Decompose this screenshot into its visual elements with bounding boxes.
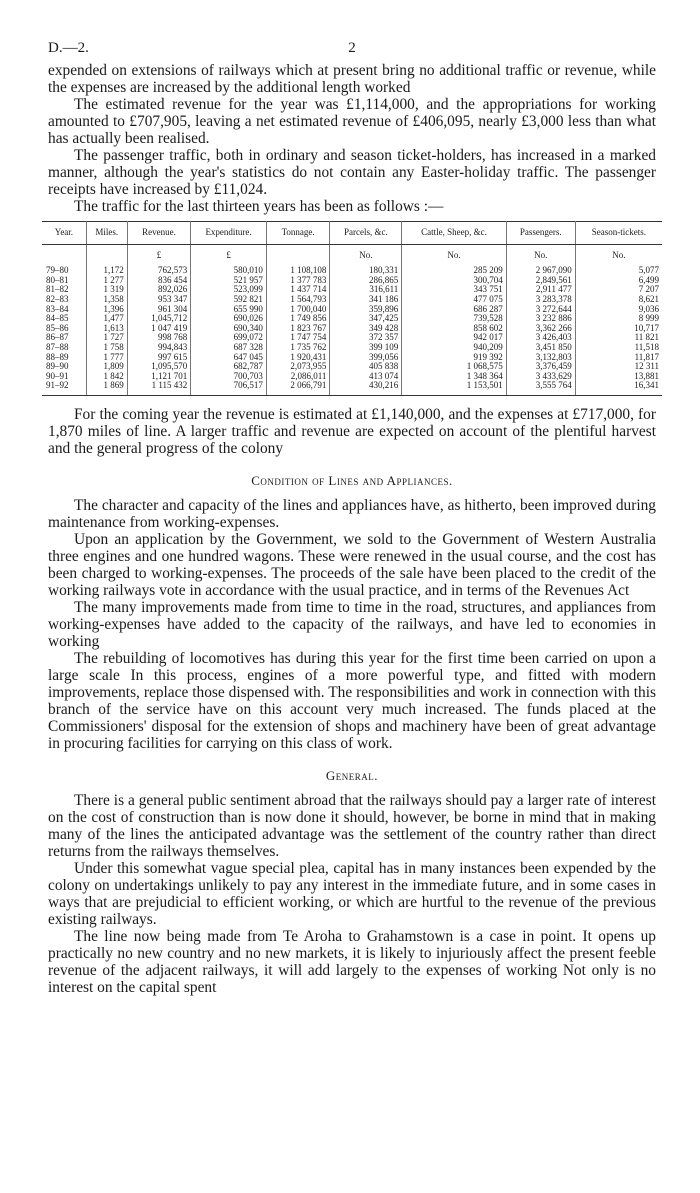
cell-miles: 1,172 (86, 266, 127, 276)
cell-year: 90–91 (42, 372, 86, 382)
cell-miles: 1 869 (86, 381, 127, 395)
unit-cell: No. (612, 249, 626, 260)
cell-parcels: 349 428 (330, 324, 402, 334)
cell-parcels: 286,865 (330, 276, 402, 286)
cell-cattle-sheep: 940,209 (402, 343, 506, 353)
cell-year: 87–88 (42, 343, 86, 353)
cell-cattle-sheep: 285 209 (402, 266, 506, 276)
cell-tonnage: 1 564,793 (266, 295, 329, 305)
cell-miles: 1 727 (86, 333, 127, 343)
col-header-year: Year. (42, 222, 86, 245)
unit-cell (266, 244, 329, 260)
table-row (42, 381, 662, 395)
cell-season-tickets: 6,499 (638, 274, 659, 285)
cell-year: 83–84 (42, 305, 86, 315)
cell-tonnage: 1 735 762 (266, 343, 329, 353)
cell-year: 89–90 (42, 362, 86, 372)
cell-revenue: 1,095,570 (127, 362, 190, 372)
cell-expenditure: 687 328 (191, 343, 267, 353)
cell-parcels: 316,611 (330, 285, 402, 295)
cell-year: 91–92 (42, 381, 86, 395)
cell-season-tickets: 10,717 (634, 322, 659, 333)
cell-cattle-sheep: 1 068,575 (402, 362, 506, 372)
table-header-row (42, 222, 662, 245)
cell-passengers: 2,911 477 (506, 285, 575, 295)
cell-season-tickets: 16,341 (575, 381, 662, 395)
cell-expenditure: 706,517 (191, 381, 267, 395)
cell-season-tickets: 8,621 (638, 293, 659, 304)
cell-passengers: 3,132,803 (506, 353, 575, 363)
cell-expenditure: 682,787 (191, 362, 267, 372)
cell-year: 88–89 (42, 353, 86, 363)
cell-miles: 1,396 (86, 305, 127, 315)
cell-year: 82–83 (42, 295, 86, 305)
cell-tonnage: 1 108,108 (266, 266, 329, 276)
unit-cell (86, 244, 127, 260)
cell-parcels: 180,331 (330, 266, 402, 276)
cell-passengers: 3 433,629 (506, 372, 575, 382)
cell-cattle-sheep: 942 017 (402, 333, 506, 343)
paragraph-table-intro: The traffic for the last thirteen years has been as follows :— (74, 198, 444, 215)
cell-passengers: 3,555 764 (506, 381, 575, 395)
cell-tonnage: 1 823 767 (266, 324, 329, 334)
cell-season-tickets: 8 999 (638, 313, 659, 324)
cell-parcels: 359,896 (330, 305, 402, 315)
cell-tonnage: 2 066,791 (266, 381, 329, 395)
cell-cattle-sheep: 686 287 (402, 305, 506, 315)
cell-season-tickets: 7 207 (638, 284, 659, 295)
cell-miles: 1,358 (86, 295, 127, 305)
cell-tonnage: 1 437 714 (266, 285, 329, 295)
cell-passengers: 2,849,561 (506, 276, 575, 286)
unit-cell: No. (402, 244, 506, 260)
section-heading-condition: Condition of Lines and Appliances. (251, 472, 453, 488)
unit-cell: £ (191, 244, 267, 260)
paragraph-rebuilding-locomotives: The rebuilding of locomotives has during this year for the first time been carried on upon a large scale In this process, engines of a more powerful type, and fitted with modern improvements, replace those dispensed with. The responsibilities and work in connection with this branch of the service have on this account very much increased. The funds placed at the Commissioners' disposal for the extension of shops and machinery have been of great advantage in procuring facilities for carrying on this class of work. (48, 649, 656, 752)
cell-season-tickets: 13,881 (634, 370, 659, 381)
paragraph-character-capacity: The character and capacity of the lines and appliances have, as hitherto, been improved during maintenance from working-expenses. (48, 496, 656, 531)
cell-tonnage: 1 377 783 (266, 276, 329, 286)
unit-cell: No. (330, 244, 402, 260)
unit-cell: No. (506, 244, 575, 260)
cell-year: 84–85 (42, 314, 86, 324)
cell-passengers: 3 232 886 (506, 314, 575, 324)
cell-cattle-sheep: 343 751 (402, 285, 506, 295)
cell-cattle-sheep: 1 348 364 (402, 372, 506, 382)
paragraph-te-aroha-line: The line now being made from Te Aroha to Grahamstown is a case in point. It opens up practically no new country and no new markets, it is likely to injuriously affect the present feeble revenue of the adjacent railways, it will add largely to the expenses of working Not only is no interest on the capital spent (48, 927, 656, 996)
cell-parcels: 405 838 (330, 362, 402, 372)
cell-expenditure: 690,340 (191, 324, 267, 334)
cell-revenue: 994,843 (127, 343, 190, 353)
paragraph-estimated-revenue: The estimated revenue for the year was £1,114,000, and the appropriations for working amounted to £707,905, leaving a net estimated revenue of £406,095, nearly £3,000 less than what has actually been realised. (48, 96, 656, 147)
cell-cattle-sheep: 1 153,501 (402, 381, 506, 395)
cell-passengers: 3 283,378 (506, 295, 575, 305)
cell-tonnage: 1 920,431 (266, 353, 329, 363)
cell-tonnage: 2,086,011 (266, 372, 329, 382)
paragraph-public-sentiment: There is a general public sentiment abroad that the railways should pay a larger rate of interest on the cost of construction than is now done it should, however, be borne in mind that in making many of the lines the anticipated advantage was the settlement of the country rather than direct returns from the railways themselves. (48, 791, 656, 860)
paragraph-improvements: The many improvements made from time to time in the road, structures, and appliances from working-expenses have added to the capacity of the railways, and have led to economies in working (48, 598, 656, 650)
paragraph-coming-year: For the coming year the revenue is estimated at £1,140,000, and the expenses at £717,000, for 1,870 miles of line. A larger traffic and revenue are expected on account of the plentiful harvest and the general progress of the colony (48, 405, 656, 457)
cell-miles: 1 777 (86, 353, 127, 363)
cell-miles: 1 277 (86, 276, 127, 286)
cell-parcels: 341 186 (330, 295, 402, 305)
cell-parcels: 347,425 (330, 314, 402, 324)
cell-revenue: 961 304 (127, 305, 190, 315)
cell-passengers: 2 967,090 (506, 266, 575, 276)
cell-miles: 1 842 (86, 372, 127, 382)
cell-year: 85–86 (42, 324, 86, 334)
cell-passengers: 3 272,644 (506, 305, 575, 315)
cell-cattle-sheep: 858 602 (402, 324, 506, 334)
cell-parcels: 399 109 (330, 343, 402, 353)
cell-year: 79–80 (42, 266, 86, 276)
cell-expenditure: 523,099 (191, 285, 267, 295)
cell-tonnage: 1 747 754 (266, 333, 329, 343)
cell-parcels: 399,056 (330, 353, 402, 363)
cell-cattle-sheep: 477 075 (402, 295, 506, 305)
cell-cattle-sheep: 739,528 (402, 314, 506, 324)
traffic-table (42, 221, 662, 396)
col-header-miles: Miles. (86, 222, 127, 245)
paragraph-passenger-traffic: The passenger traffic, both in ordinary and season ticket-holders, has increased in a marked manner, although the year's statistics do not contain any Easter-holiday traffic. The passenger receipts have increased by £11,024. (48, 147, 656, 198)
cell-expenditure: 521 957 (191, 276, 267, 286)
cell-revenue: 997 615 (127, 353, 190, 363)
cell-year: 80–81 (42, 276, 86, 286)
cell-revenue: 1 047 419 (127, 324, 190, 334)
section-heading-general: General. (325, 767, 379, 783)
cell-passengers: 3,362 266 (506, 324, 575, 334)
cell-miles: 1 758 (86, 343, 127, 353)
document-page (46, 40, 659, 996)
cell-tonnage: 1 700,040 (266, 305, 329, 315)
cell-miles: 1,477 (86, 314, 127, 324)
cell-revenue: 998 768 (127, 333, 190, 343)
col-header-season-tickets: Season-tickets. (575, 222, 662, 245)
cell-tonnage: 2,073,955 (266, 362, 329, 372)
cell-revenue: 762,573 (127, 266, 190, 276)
cell-expenditure: 700,703 (191, 372, 267, 382)
cell-revenue: 1,045,712 (127, 314, 190, 324)
cell-cattle-sheep: 919 392 (402, 353, 506, 363)
cell-expenditure: 655 990 (191, 305, 267, 315)
col-header-passengers: Passengers. (506, 222, 575, 245)
col-header-revenue: Revenue. (127, 222, 190, 245)
cell-revenue: 1,121 701 (127, 372, 190, 382)
page-header (48, 40, 656, 62)
cell-revenue: 1 115 432 (127, 381, 190, 395)
paragraph-western-australia-sale: Upon an application by the Government, we sold to the Government of Western Australia three engines and one hundred wagons. These were renewed in the usual course, and the cost has been charged to working-expenses. The proceeds of the sale have been placed to the credit of the working railways vote in accordance with the usual practice, and in terms of the Revenues Act (48, 530, 656, 599)
page-number: 2 (348, 40, 356, 56)
cell-year: 86–87 (42, 333, 86, 343)
cell-parcels: 413 074 (330, 372, 402, 382)
col-header-tonnage: Tonnage. (266, 222, 329, 245)
cell-tonnage: 1 749 856 (266, 314, 329, 324)
cell-passengers: 3,451 850 (506, 343, 575, 353)
cell-passengers: 3,376,459 (506, 362, 575, 372)
cell-expenditure: 690,026 (191, 314, 267, 324)
cell-expenditure: 699,072 (191, 333, 267, 343)
cell-season-tickets: 9,036 (638, 303, 659, 314)
cell-miles: 1,613 (86, 324, 127, 334)
cell-revenue: 892,026 (127, 285, 190, 295)
cell-cattle-sheep: 300,704 (402, 276, 506, 286)
cell-season-tickets: 5,077 (638, 265, 659, 276)
cell-miles: 1 319 (86, 285, 127, 295)
cell-revenue: 953 347 (127, 295, 190, 305)
document-reference: D.—2. (48, 40, 89, 56)
cell-passengers: 3 426,403 (506, 333, 575, 343)
cell-season-tickets: 11,518 (634, 341, 659, 352)
col-header-parcels: Parcels, &c. (330, 222, 402, 245)
unit-cell: £ (127, 244, 190, 260)
cell-miles: 1,809 (86, 362, 127, 372)
cell-expenditure: 647 045 (191, 353, 267, 363)
cell-season-tickets: 11,817 (634, 351, 659, 362)
cell-expenditure: 592 821 (191, 295, 267, 305)
cell-parcels: 430,216 (330, 381, 402, 395)
table-unit-row (42, 244, 662, 260)
cell-parcels: 372 357 (330, 333, 402, 343)
paragraph-special-plea: Under this somewhat vague special plea, capital has in many instances been expended by the colony on undertakings unlikely to pay any interest in the immediate future, and in some cases in ways that are prejudicial to efficient working, or which are hurtful to the revenue of the previous existing railways. (48, 859, 656, 928)
cell-season-tickets: 11 821 (634, 332, 659, 343)
cell-season-tickets: 12 311 (634, 361, 659, 372)
cell-year: 81–82 (42, 285, 86, 295)
paragraph-continued: expended on extensions of railways which at present bring no additional traffic or revenue, while the expenses are increased by the additional length worked (48, 62, 656, 96)
unit-cell (42, 244, 86, 260)
cell-expenditure: 580,010 (191, 266, 267, 276)
col-header-cattle-sheep: Cattle, Sheep, &c. (402, 222, 506, 245)
col-header-expenditure: Expenditure. (191, 222, 267, 245)
cell-revenue: 836 454 (127, 276, 190, 286)
